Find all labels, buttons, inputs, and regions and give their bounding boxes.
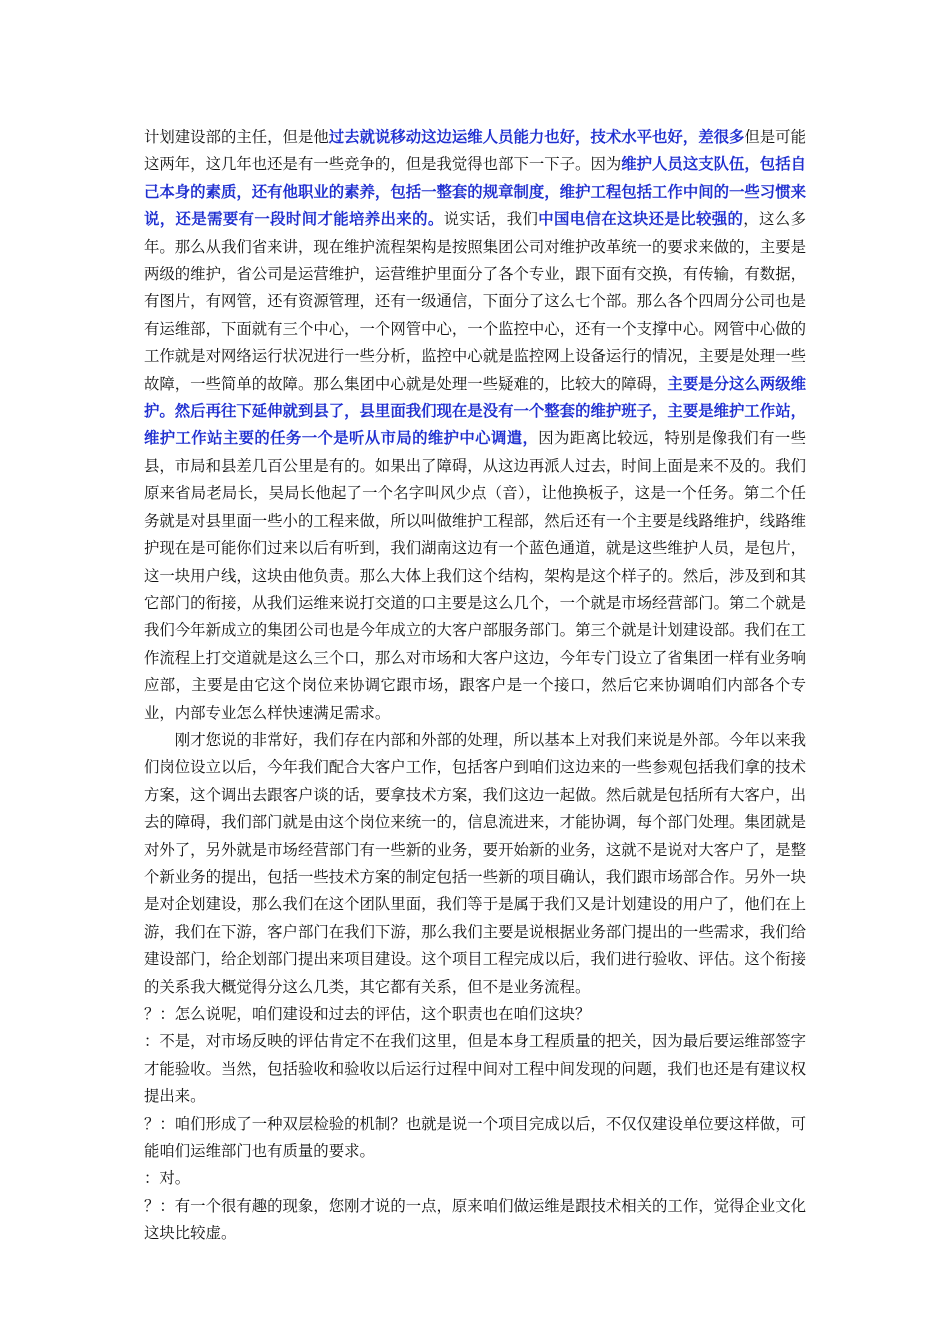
paragraph — [144, 1028, 806, 1110]
paragraph — [144, 1193, 806, 1248]
paragraph — [144, 727, 806, 1001]
body-text: ，这么多年。那么从我们省来讲，现在维护流程架构是按照集团公司对维护改革统一的要求来做的，主要是两级的维护，省公司是运营维护，运营维护里面分了各个专业，跟下面有交换，有传输，有数据，有图片，有网管，还有资源管理，还有一级通信，下面分了这么七个部。那么各个四周分公司也是有运维部，下面就有三个中心，一个网管中心，一个监控中心，还有一个支撑中心。网管中心做的工作就是对网络运行状况进行一些分析，监控中心就是监控网上设备运行的情况，主要是处理一些故障，一些简单的故障。那么集团中心就是处理一些疑难的，比较大的障碍， — [144, 210, 806, 393]
highlighted-text: 中国电信在这块还是比较强的 — [538, 210, 744, 229]
paragraph — [144, 1111, 806, 1166]
highlighted-text: 过去就说移动这边运维人员能力也好，技术水平也好，差很多 — [328, 128, 745, 146]
paragraph — [144, 124, 806, 727]
body-text: ：对。 — [144, 1169, 191, 1188]
document-page — [144, 124, 806, 1248]
body-text: 说实话，我们 — [443, 210, 539, 229]
document-body — [144, 124, 806, 1248]
body-text: ？：怎么说呢，咱们建设和过去的评估，这个职责也在咱们这块？ — [144, 1005, 591, 1023]
paragraph — [144, 1165, 806, 1192]
body-text: 因为距离比较远，特别是像我们有一些县，市局和县差几百公里是有的。如果出了障碍，从这边再派人过去，时间上面是来不及的。我们原来省局老局长，吴局长他起了一个名字叫风少点（音），让他换板子，这是一个任务。第二个任务就是对县里面一些小的工程来做，所以叫做维护工程部，然后还有一个主要是线路维护，线路维护现在是可能你们过来以后有听到，我们湖南这边有一个蓝色通道，就是这些维护人员，是包片，这一块用户线，这块由他负责。那么大体上我们这个结构，架构是这个样子的。然后，涉及到和其它部门的衔接，从我们运维来说打交道的口主要是这么几个，一个就是市场经营部门。第二个就是我们今年新成立的集团公司也是今年成立的大客户部服务部门。第三个就是计划建设部。我们在工作流程上打交道就是这么三个口，那么对市场和大客户这边，今年专门设立了省集团一样有业务响应部，主要是由它这个岗位来协调它跟市场，跟客户是一个接口，然后它来协调咱们内部各个专业，内部专业怎么样快速满足需求。 — [144, 429, 806, 722]
body-text: 但是可能这两年，这几年也还是有一些竞争的，但是我觉得也部下一下子。因为 — [144, 128, 806, 174]
body-text: ？：咱们形成了一种双层检验的机制？也就是说一个项目完成以后，不仅仅建设单位要这样做，可能咱们运维部门也有质量的要求。 — [144, 1114, 806, 1161]
body-text: 刚才您说的非常好，我们存在内部和外部的处理，所以基本上对我们来说是外部。今年以来我们岗位设立以后，今年我们配合大客户工作，包括客户到咱们这边来的一些参观包括我们拿的技术方案，这个调出去跟客户谈的话，要拿技术方案，我们这边一起做。然后就是包括所有大客户，出去的障碍，我们部门就是由这个岗位来统一的，信息流进来，才能协调，每个部门处理。集团就是对外了，另外就是市场经营部门有一些新的业务，要开始新的业务，这就不是说对大客户了，是整个新业务的提出，包括一些技术方案的制定包括一些新的项目确认，我们跟市场部合作。另外一块是对企划建设，那么我们在这个团队里面，我们等于是属于我们又是计划建设的用户了，他们在上游，我们在下游，客户部门在我们下游，那么我们主要是说根据业务部门提出的一些需求，我们给建设部门，给企划部门提出来项目建设。这个项目工程完成以后，我们进行验收、评估。这个衔接的关系我大概觉得分这么几类，其它都有关系，但不是业务流程。 — [144, 730, 806, 996]
body-text: ：不是，对市场反映的评估肯定不在我们这里，但是本身工程质量的把关，因为最后要运维部签字才能验收。当然，包括验收和验收以后运行过程中间对工程中间发现的问题，我们也还是有建议权提出来。 — [144, 1032, 806, 1106]
highlighted-text: 维护人员这支队伍，包括自己本身的素质，还有他职业的素养，包括一整套的规章制度，维护工程包括工作中间的一些习惯来说，还是需要有一段时间才能培养出来的。 — [144, 155, 806, 229]
body-text: 计划建设部的主任，但是他 — [144, 128, 329, 146]
paragraph — [144, 1001, 806, 1028]
body-text: ？：有一个很有趣的现象，您刚才说的一点，原来咱们做运维是跟技术相关的工作，觉得企业文化这块比较虚。 — [144, 1196, 806, 1243]
highlighted-text: 主要是分这么两级维护。然后再往下延伸就到县了，县里面我们现在是没有一个整套的维护班子，主要是维护工作站，维护工作站主要的任务一个是听从市局的维护中心调遣， — [144, 374, 806, 448]
